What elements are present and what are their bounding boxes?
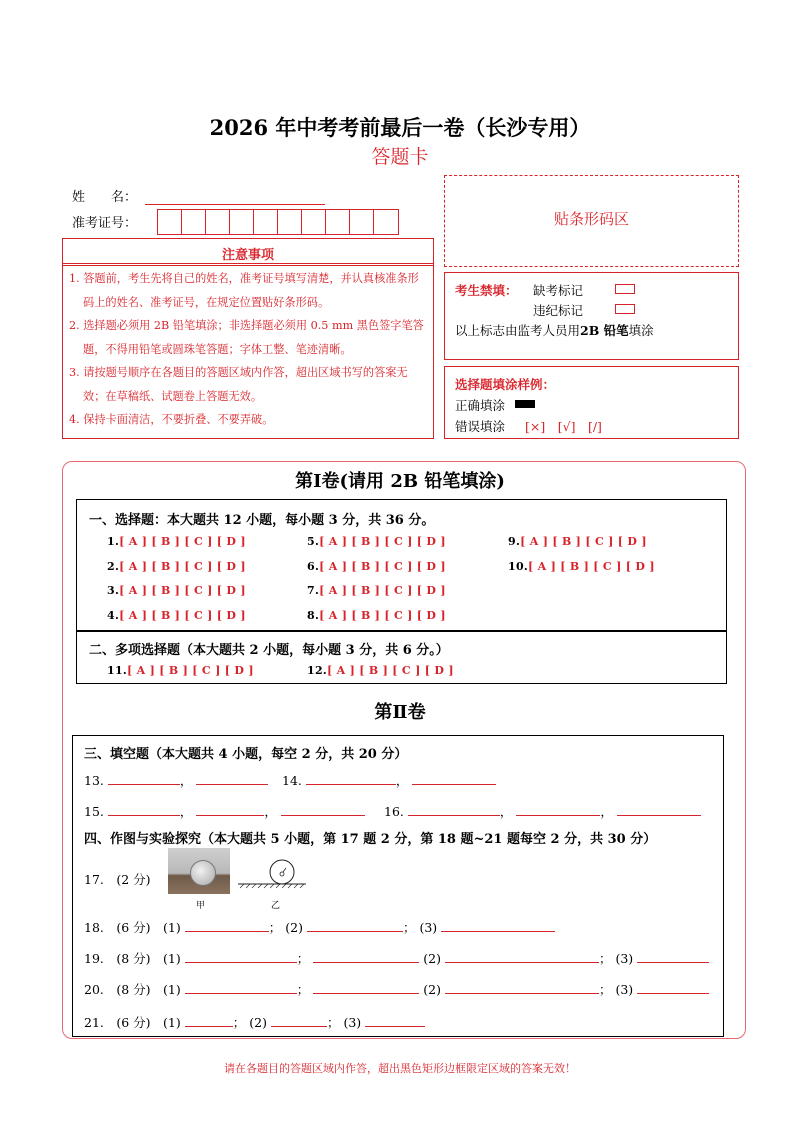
figure-a-photo xyxy=(168,848,230,894)
answer-blank[interactable] xyxy=(185,1014,233,1027)
answer-blank[interactable] xyxy=(271,1014,327,1027)
answer-blank[interactable] xyxy=(196,803,264,816)
choice-row: 1.[ A ] [ B ] [ C ] [ D ] xyxy=(107,535,246,548)
section-2-title: 二、多项选择题（本大题共 2 小题，每小题 3 分，共 6 分。） xyxy=(89,643,449,658)
barcode-area xyxy=(444,175,739,267)
answer-blank[interactable] xyxy=(637,950,709,963)
violation-mark[interactable] xyxy=(615,304,635,314)
figure-b-label: 乙 xyxy=(271,901,281,911)
answer-blank[interactable] xyxy=(617,803,701,816)
answer-blank[interactable] xyxy=(445,950,599,963)
choice-row: 4.[ A ] [ B ] [ C ] [ D ] xyxy=(107,608,246,622)
q21-row: 21. (6 分) (1) ； (2) ； (3) xyxy=(84,1013,425,1031)
choice-column-1[interactable] xyxy=(107,530,246,628)
figure-b-diagram xyxy=(236,852,310,892)
q18-row: 18. (6 分) (1) ； (2) ； (3) xyxy=(84,918,555,936)
q16-row: 16. ， ， xyxy=(384,802,701,820)
forbidden-title: 考生禁填： xyxy=(455,283,518,298)
answer-blank[interactable] xyxy=(108,803,180,816)
notice-item: 1. 答题前，考生先将自己的姓名，准考证号填写清楚，并认真核准条形码上的姓名、准考证号，在规定位置贴好条形码。 xyxy=(69,272,419,309)
answer-blank[interactable] xyxy=(281,803,365,816)
id-box[interactable] xyxy=(206,210,230,234)
id-label: 准考证号： xyxy=(72,216,138,231)
answer-blank[interactable] xyxy=(185,981,297,994)
choice-row[interactable]: 12.[ A ] [ B ] [ C ] [ D ] xyxy=(307,664,454,677)
answer-blank[interactable] xyxy=(313,981,419,994)
id-box[interactable] xyxy=(230,210,254,234)
answer-blank[interactable] xyxy=(445,981,599,994)
forbidden-box xyxy=(444,272,739,360)
id-box[interactable] xyxy=(326,210,350,234)
figure-a-label: 甲 xyxy=(196,901,206,911)
q19-row: 19. (8 分) (1) ； (2) ； (3) xyxy=(84,949,709,967)
notice-title: 注意事项 xyxy=(221,248,274,263)
answer-blank[interactable] xyxy=(313,950,419,963)
name-field[interactable] xyxy=(145,190,325,205)
notice-item: 4. 保持卡面清洁，不要折叠、不要弄破。 xyxy=(69,413,274,426)
forbidden-note: 以上标志由监考人员用2B 铅笔填涂 xyxy=(455,323,654,338)
q13-row: 13. ， xyxy=(84,771,268,789)
id-box[interactable] xyxy=(182,210,206,234)
absent-mark[interactable] xyxy=(615,284,635,294)
answer-blank[interactable] xyxy=(185,919,269,932)
notice-header xyxy=(62,238,434,266)
choice-row: 3.[ A ] [ B ] [ C ] [ D ] xyxy=(107,584,246,597)
choice-row: 10.[ A ] [ B ] [ C ] [ D ] xyxy=(508,559,655,573)
choice-column-3[interactable] xyxy=(508,530,655,579)
choice-row: 5.[ A ] [ B ] [ C ] [ D ] xyxy=(307,535,446,548)
violation-label: 违纪标记 xyxy=(533,303,584,318)
answer-blank[interactable] xyxy=(408,803,500,816)
footer-warning: 请在各题目的答题区域内作答，超出黑色矩形边框限定区域的答案无效！ xyxy=(224,1062,576,1075)
notice-item: 3. 请按题号顺序在各题目的答题区域内作答，超出区域书写的答案无效；在草稿纸、试题卷上答题无效。 xyxy=(69,366,408,403)
page-subtitle: 答题卡 xyxy=(371,146,429,168)
id-number-boxes[interactable] xyxy=(157,209,399,235)
section-4-title: 四、作图与实验探究（本大题共 5 小题，第 17 题 2 分，第 18 题~21 题每空 2 分，共 30 分） xyxy=(84,832,657,847)
sample-title: 选择题填涂样例： xyxy=(455,377,556,392)
name-label: 姓 名： xyxy=(72,190,138,205)
id-box[interactable] xyxy=(302,210,326,234)
choice-row: 7.[ A ] [ B ] [ C ] [ D ] xyxy=(307,584,446,597)
choice-row: 6.[ A ] [ B ] [ C ] [ D ] xyxy=(307,559,446,573)
absent-label: 缺考标记 xyxy=(533,283,584,298)
answer-blank[interactable] xyxy=(185,950,297,963)
page-title: 2026 年中考考前最后一卷（长沙专用） xyxy=(209,115,591,140)
notice-item: 2. 选择题必须用 2B 铅笔填涂；非选择题必须用 0.5 mm 黑色签字笔答题，不得用铅笔或圆珠笔答题；字体工整、笔迹清晰。 xyxy=(69,319,424,356)
q17-label: 17. (2 分) xyxy=(84,872,151,887)
vol2-title: 第Ⅱ卷 xyxy=(374,702,426,723)
sample-box xyxy=(444,366,739,439)
choice-column-2[interactable] xyxy=(307,530,446,628)
answer-blank[interactable] xyxy=(196,772,268,785)
q14-row: 14. ， xyxy=(282,771,496,789)
answer-blank[interactable] xyxy=(441,919,555,932)
answer-blank[interactable] xyxy=(365,1014,425,1027)
wrong-marks: [×] [√] [/] xyxy=(525,419,602,434)
choice-row: 2.[ A ] [ B ] [ C ] [ D ] xyxy=(107,559,246,573)
wrong-label: 错误填涂 xyxy=(455,419,506,434)
q20-row: 20. (8 分) (1) ； (2) ； (3) xyxy=(84,980,709,998)
choice-row[interactable]: 11.[ A ] [ B ] [ C ] [ D ] xyxy=(107,664,254,677)
barcode-label: 贴条形码区 xyxy=(553,210,629,228)
answer-blank[interactable] xyxy=(637,981,709,994)
id-box[interactable] xyxy=(254,210,278,234)
id-box[interactable] xyxy=(278,210,302,234)
answer-blank[interactable] xyxy=(412,772,496,785)
section-1-title: 一、选择题：本大题共 12 小题，每小题 3 分，共 36 分。 xyxy=(89,513,435,528)
correct-fill-sample xyxy=(515,400,535,408)
choice-row: 9.[ A ] [ B ] [ C ] [ D ] xyxy=(508,535,647,548)
answer-blank[interactable] xyxy=(306,772,396,785)
answer-blank[interactable] xyxy=(307,919,403,932)
correct-label: 正确填涂 xyxy=(455,398,506,413)
section-3-title: 三、填空题（本大题共 4 小题，每空 2 分，共 20 分） xyxy=(84,747,408,762)
answer-blank[interactable] xyxy=(108,772,180,785)
choice-row: 8.[ A ] [ B ] [ C ] [ D ] xyxy=(307,608,446,622)
answer-blank[interactable] xyxy=(516,803,600,816)
vol1-title: 第Ⅰ卷(请用 2B 铅笔填涂) xyxy=(295,471,505,492)
q15-row: 15. ， ， xyxy=(84,802,365,820)
id-box[interactable] xyxy=(158,210,182,234)
id-box[interactable] xyxy=(350,210,374,234)
notice-box xyxy=(62,263,434,439)
id-box[interactable] xyxy=(374,210,398,234)
